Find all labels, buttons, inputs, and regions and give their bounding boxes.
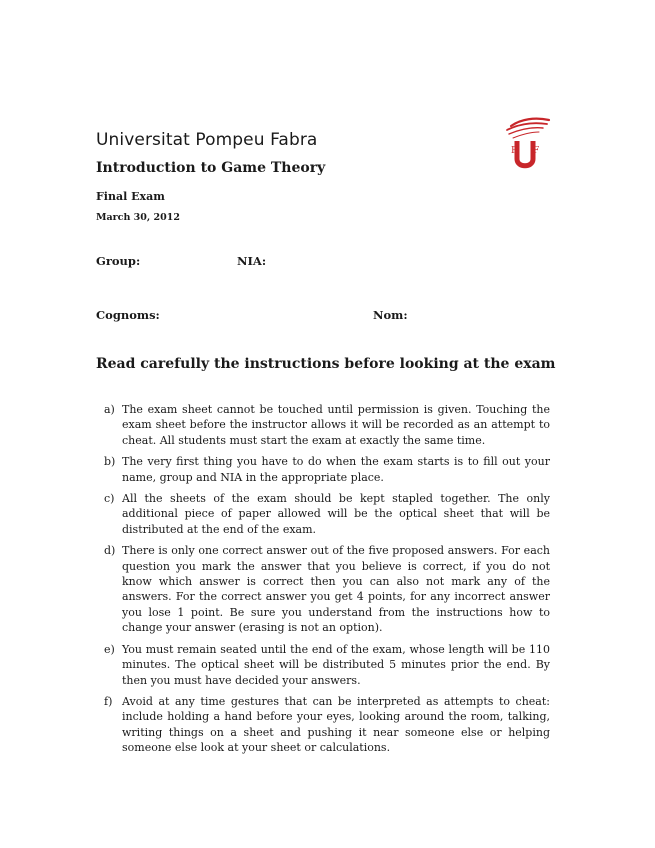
exam-date: March 30, 2012 [96,212,180,223]
instructions-title: Read carefully the instructions before looking at the exam [96,356,556,372]
nom-label: Nom: [373,308,408,322]
item-text: There is only one correct answer out of the five proposed answers. For each question you mark the answer that you believe is correct, if you do not know which answer is correct then you can also not mark any of the answers. For the correct answer you get 4 points, for any incorrect answer you lose 1 point. Be sure you understand from the instructions how to change your answer (erasing is not an option). [122,544,550,635]
upf-logo [497,113,553,173]
item-marker: d) [104,544,116,558]
nia-label: NIA: [237,254,267,268]
item-text: The very first thing you have to do when the exam starts is to fill out your name, group and NIA in the appropriate place. [122,455,550,484]
instructions-list [96,402,550,762]
item-marker: a) [104,403,115,416]
list-item [96,543,550,635]
list-item [96,491,550,537]
list-item [96,642,550,688]
group-label: Group: [96,254,141,268]
item-marker: c) [104,492,115,506]
item-marker: f) [104,694,113,708]
logo-letter-p: P [511,146,518,156]
item-marker: b) [104,455,116,469]
logo-letter-f: F [533,146,540,156]
item-text: Avoid at any time gestures that can be interpreted as attempts to cheat: include holding a hand before your eyes, looking around the room, talking, writing things on a sheet and pushing it near someone else or helping someone else look at your sheet or calculations. [122,694,550,755]
list-item [96,402,550,448]
item-text: The exam sheet cannot be touched until permission is given. Touching the exam sheet before the instructor allows it will be recorded as an attempt to cheat. All students must start the exam at exactly the same time. [122,403,550,447]
course-title: Introduction to Game Theory [96,160,326,176]
university-name: Universitat Pompeu Fabra [96,130,318,150]
list-item [96,454,550,485]
item-marker: e) [104,642,115,656]
item-text: All the sheets of the exam should be kept stapled together. The only additional piece of paper allowed will be the optical sheet that will be distributed at the end of the exam. [122,492,550,536]
cognoms-label: Cognoms: [96,308,160,322]
exam-title: Final Exam [96,190,165,203]
list-item [96,694,550,756]
item-text: You must remain seated until the end of the exam, whose length will be 110 minutes. The optical sheet will be distributed 5 minutes prior the end. By then you must have decided your answers. [122,642,550,687]
